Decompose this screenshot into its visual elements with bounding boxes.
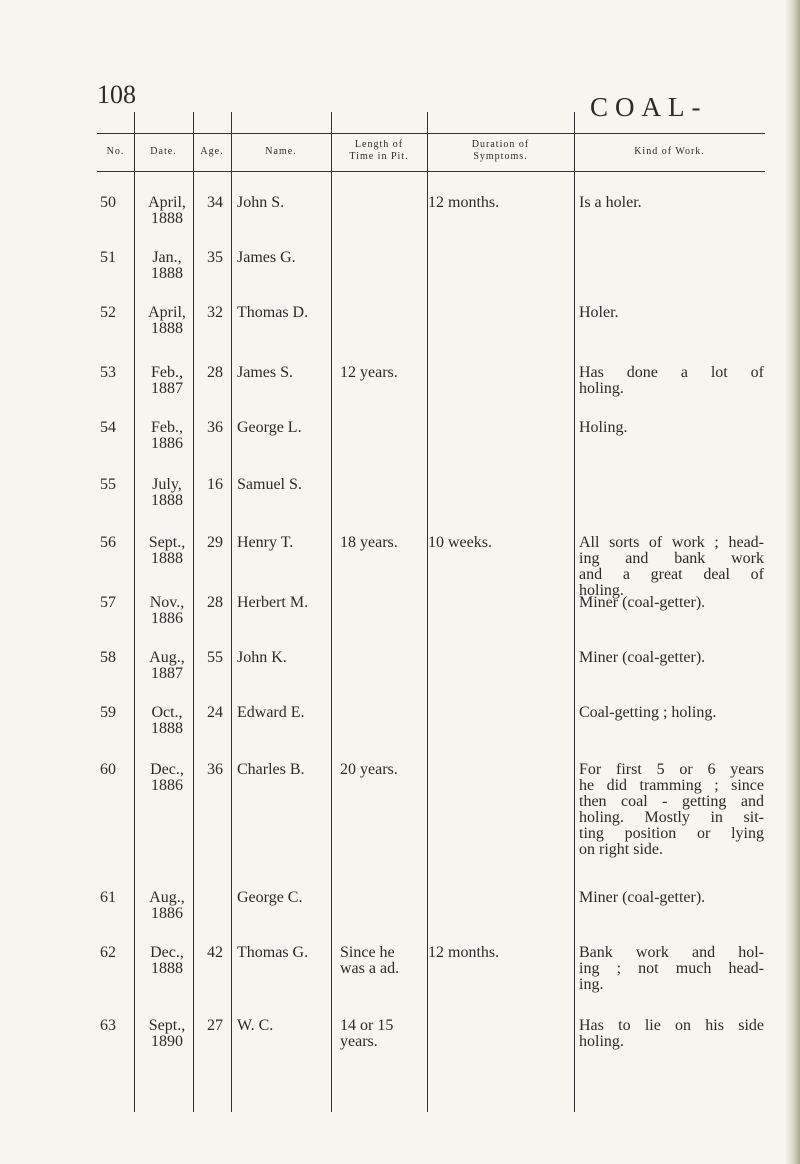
header-date: Date.: [150, 146, 177, 157]
row-date-line: 1888: [151, 320, 183, 337]
row-name: James S.: [237, 364, 293, 381]
row-date: [137, 420, 197, 452]
row-number: 56: [100, 534, 116, 551]
row-kind-of-work-line: ing ; not much head-: [579, 960, 764, 977]
row-date-line: Feb.,: [151, 419, 183, 436]
row-kind-of-work-line: Has to lie on his side: [579, 1017, 764, 1034]
row-kind-of-work: [579, 945, 764, 993]
row-kind-of-work-line: Coal-getting ; holing.: [579, 704, 717, 721]
row-date-line: 1888: [151, 265, 183, 282]
row-date: [137, 535, 197, 567]
row-date-line: Oct.,: [151, 704, 183, 721]
row-date-line: Sept.,: [148, 534, 186, 551]
row-name: Edward E.: [237, 704, 305, 721]
row-length-in-pit-line: 18 years.: [340, 534, 398, 551]
header-age: Age.: [200, 146, 224, 157]
row-age: 36: [207, 419, 223, 436]
row-date-line: 1886: [151, 777, 183, 794]
row-number: 61: [100, 889, 116, 906]
row-name: George C.: [237, 889, 303, 906]
row-date-line: 1888: [151, 492, 183, 509]
row-kind-of-work: [579, 705, 764, 721]
row-date-line: Aug.,: [149, 889, 185, 906]
row-kind-of-work-line: Has done a lot of: [579, 364, 764, 381]
row-kind-of-work-line: then coal - getting and: [579, 793, 764, 810]
row-kind-of-work-line: Holer.: [579, 304, 619, 321]
row-kind-of-work-line: holing.: [579, 582, 624, 599]
row-name: Thomas D.: [237, 304, 309, 321]
row-date: [137, 762, 197, 794]
row-date-line: 1886: [151, 610, 183, 627]
row-length-in-pit: [340, 762, 430, 778]
row-date: [137, 595, 197, 627]
row-number: 62: [100, 944, 116, 961]
row-kind-of-work-line: holing.: [579, 1033, 624, 1050]
row-length-in-pit: [340, 1018, 430, 1050]
row-date-line: 1888: [151, 210, 183, 227]
header-kind: Kind of Work.: [634, 146, 705, 157]
row-age: 28: [207, 364, 223, 381]
row-date-line: Jan.,: [152, 249, 182, 266]
row-number: 51: [100, 249, 116, 266]
row-length-in-pit-line: Since he: [340, 944, 395, 961]
header-length: Length of Time in Pit.: [349, 139, 409, 162]
row-date-line: 1887: [151, 380, 183, 397]
row-kind-of-work-line: For first 5 or 6 years: [579, 761, 764, 778]
row-kind-of-work-line: Holing.: [579, 419, 628, 436]
row-date: [137, 890, 197, 922]
row-date-line: 1886: [151, 905, 183, 922]
header-duration: Duration of Symptoms.: [471, 139, 530, 162]
row-date-line: 1887: [151, 665, 183, 682]
row-kind-of-work-line: on right side.: [579, 841, 663, 858]
row-duration: [428, 945, 548, 961]
row-kind-of-work-line: ing and bank work: [579, 550, 764, 567]
row-date-line: 1888: [151, 720, 183, 737]
row-date: [137, 477, 197, 509]
row-name: John K.: [237, 649, 287, 666]
row-kind-of-work-line: holing. Mostly in sit-: [579, 809, 764, 826]
row-date-line: April,: [148, 304, 186, 321]
row-name: John S.: [237, 194, 285, 211]
row-age: 24: [207, 704, 223, 721]
row-date-line: Aug.,: [149, 649, 185, 666]
row-number: 60: [100, 761, 116, 778]
row-age: 55: [207, 649, 223, 666]
header-no: No.: [106, 146, 125, 157]
row-age: 34: [207, 194, 223, 211]
row-name: Herbert M.: [237, 594, 309, 611]
row-kind-of-work: [579, 305, 764, 321]
row-date-line: 1888: [151, 960, 183, 977]
row-number: 53: [100, 364, 116, 381]
row-kind-of-work-line: Miner (coal-getter).: [579, 594, 706, 611]
row-duration-line: 10 weeks.: [428, 534, 492, 551]
row-number: 59: [100, 704, 116, 721]
column-divider: [574, 112, 575, 1112]
row-number: 55: [100, 476, 116, 493]
row-kind-of-work: [579, 535, 764, 599]
row-kind-of-work: [579, 762, 764, 858]
row-kind-of-work-line: and a great deal of: [579, 566, 764, 583]
row-kind-of-work-line: holing.: [579, 380, 624, 397]
page-number: 108: [97, 80, 136, 109]
row-number: 57: [100, 594, 116, 611]
row-number: 50: [100, 194, 116, 211]
header-name: Name.: [265, 146, 297, 157]
row-date: [137, 195, 197, 227]
row-kind-of-work-line: Miner (coal-getter).: [579, 889, 706, 906]
row-kind-of-work-line: ting position or lying: [579, 825, 764, 842]
row-kind-of-work-line: Bank work and hol-: [579, 944, 764, 961]
row-kind-of-work: [579, 595, 764, 611]
row-duration-line: 12 months.: [428, 194, 500, 211]
row-date-line: April,: [148, 194, 186, 211]
row-age: 28: [207, 594, 223, 611]
row-duration: [428, 535, 548, 551]
row-number: 58: [100, 649, 116, 666]
row-age: 36: [207, 761, 223, 778]
row-name: Henry T.: [237, 534, 294, 551]
row-date: [137, 305, 197, 337]
row-name: Charles B.: [237, 761, 305, 778]
row-age: 27: [207, 1017, 223, 1034]
row-date: [137, 1018, 197, 1050]
row-date-line: 1886: [151, 435, 183, 452]
row-date-line: Feb.,: [151, 364, 183, 381]
table-header-rule: [97, 171, 765, 172]
row-length-in-pit-line: 14 or 15: [340, 1017, 394, 1034]
row-name: Thomas G.: [237, 944, 309, 961]
row-date-line: Dec.,: [150, 944, 184, 961]
row-length-in-pit: [340, 945, 430, 977]
row-duration: [428, 195, 548, 211]
row-length-in-pit: [340, 535, 430, 551]
row-number: 63: [100, 1017, 116, 1034]
row-duration-line: 12 months.: [428, 944, 500, 961]
row-length-in-pit-line: 20 years.: [340, 761, 398, 778]
column-divider: [134, 112, 135, 1112]
row-age: 29: [207, 534, 223, 551]
table-top-rule: [97, 133, 765, 134]
row-kind-of-work: [579, 195, 764, 211]
row-date: [137, 705, 197, 737]
row-name: George L.: [237, 419, 302, 436]
row-date-line: 1888: [151, 550, 183, 567]
row-kind-of-work: [579, 420, 764, 436]
row-length-in-pit-line: 12 years.: [340, 364, 398, 381]
column-divider: [231, 112, 232, 1112]
row-kind-of-work: [579, 890, 764, 906]
row-date: [137, 365, 197, 397]
row-kind-of-work: [579, 650, 764, 666]
row-kind-of-work-line: he did tramming ; since: [579, 777, 764, 794]
row-name: W. C.: [237, 1017, 274, 1034]
row-date-line: July,: [152, 476, 182, 493]
row-kind-of-work-line: All sorts of work ; head-: [579, 534, 764, 551]
row-kind-of-work-line: ing.: [579, 976, 604, 993]
row-length-in-pit: [340, 365, 430, 381]
row-length-in-pit-line: was a ad.: [340, 960, 400, 977]
running-head: COAL-: [590, 92, 708, 122]
row-number: 54: [100, 419, 116, 436]
row-length-in-pit-line: years.: [340, 1033, 378, 1050]
row-kind-of-work-line: Miner (coal-getter).: [579, 649, 706, 666]
row-kind-of-work-line: Is a holer.: [579, 194, 642, 211]
book-spine-edge: [786, 0, 800, 1164]
row-name: James G.: [237, 249, 296, 266]
row-kind-of-work: [579, 1018, 764, 1050]
row-kind-of-work: [579, 365, 764, 397]
row-date: [137, 945, 197, 977]
row-age: 35: [207, 249, 223, 266]
row-date: [137, 650, 197, 682]
row-date: [137, 250, 197, 282]
row-date-line: 1890: [151, 1033, 183, 1050]
row-age: 32: [207, 304, 223, 321]
row-date-line: Sept.,: [148, 1017, 186, 1034]
row-date-line: Dec.,: [150, 761, 184, 778]
row-number: 52: [100, 304, 116, 321]
row-name: Samuel S.: [237, 476, 302, 493]
row-date-line: Nov.,: [149, 594, 185, 611]
row-age: 42: [207, 944, 223, 961]
row-age: 16: [207, 476, 223, 493]
